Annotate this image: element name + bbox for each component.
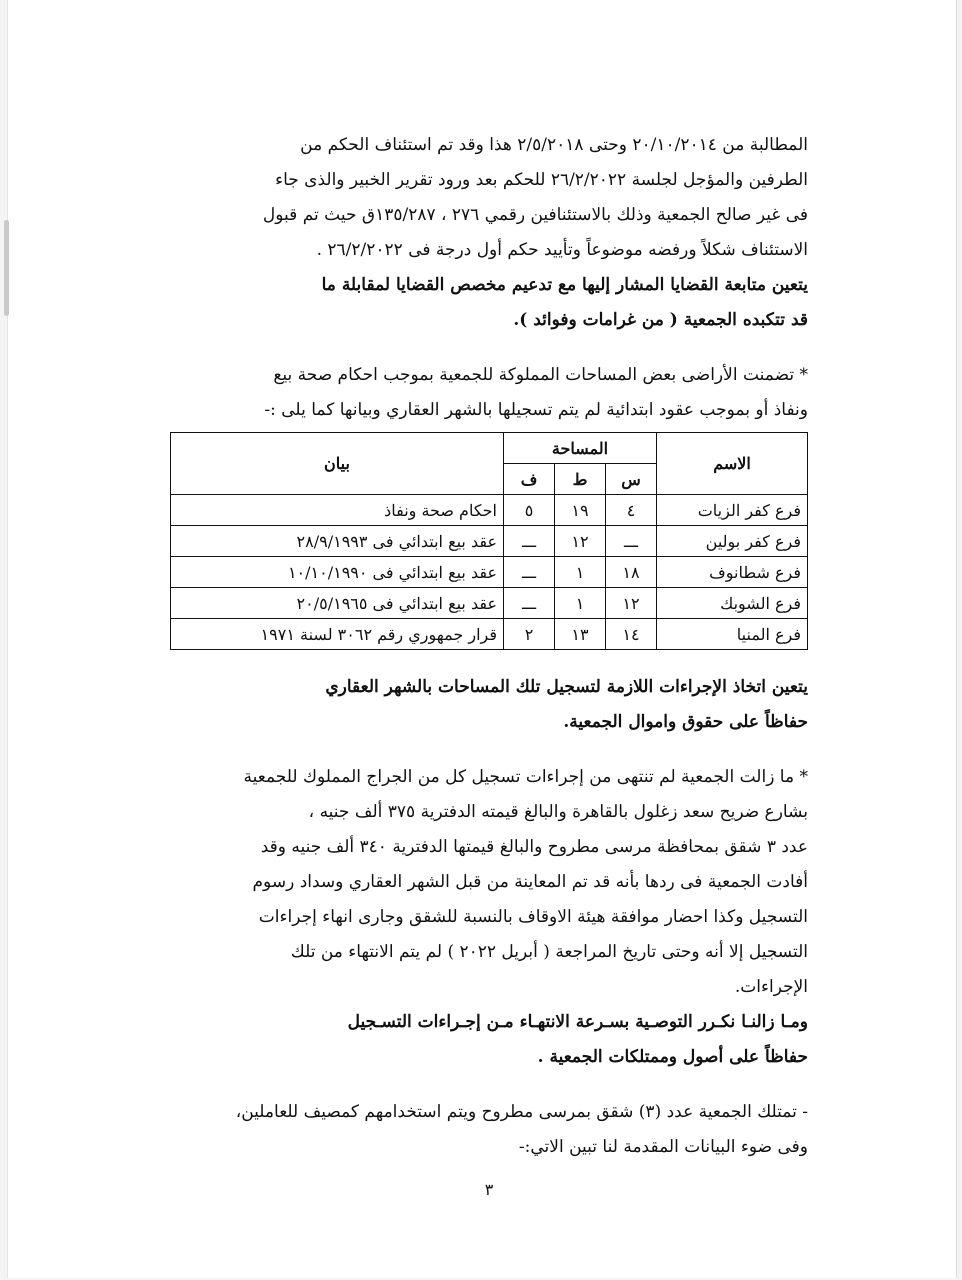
cell-sahm: ١٨: [606, 557, 657, 588]
cell-sahm: ـــ: [606, 526, 657, 557]
land-areas-table: [170, 432, 808, 650]
table-row: [171, 526, 808, 557]
cell-qirat: ١٢: [555, 526, 606, 557]
recommendation-line: حفاظاً على حقوق واموال الجمعية.: [563, 712, 808, 732]
cell-description: عقد بيع ابتدائي فى ٢٨/٩/١٩٩٣: [171, 526, 504, 557]
header-feddan: ف: [504, 464, 555, 495]
header-qirat: ط: [555, 464, 606, 495]
cell-name: فرع المنيا: [657, 619, 808, 650]
cell-feddan: ـــ: [504, 526, 555, 557]
cell-name: فرع كفر بولين: [657, 526, 808, 557]
cell-feddan: ٥: [504, 495, 555, 526]
text-line: أفادت الجمعية فى ردها بأنه قد تم المعاينة من قبل الشهر العقاري وسداد رسوم: [252, 872, 808, 892]
recommendation-line: حفاظاً على أصول وممتلكات الجمعية .: [537, 1047, 808, 1067]
text-line: الإجراءات.: [734, 977, 808, 997]
cell-feddan: ـــ: [504, 588, 555, 619]
recommendation-line: يتعين متابعة القضايا المشار إليها مع تدعيم مخصص القضايا لمقابلة ما: [321, 275, 808, 295]
cell-sahm: ١٤: [606, 619, 657, 650]
text-line: بشارع ضريح سعد زغلول بالقاهرة والبالغ قيمته الدفترية ٣٧٥ ألف جنيه ،: [308, 802, 808, 822]
cell-description: عقد بيع ابتدائي فى ١٠/١٠/١٩٩٠: [171, 557, 504, 588]
cell-name: فرع كفر الزيات: [657, 495, 808, 526]
cell-name: فرع الشوبك: [657, 588, 808, 619]
page-content: [168, 128, 808, 1165]
cell-description: قرار جمهوري رقم ٣٠٦٢ لسنة ١٩٧١: [171, 619, 504, 650]
text-line: * ما زالت الجمعية لم تنتهى من إجراءات تسجيل كل من الجراج المملوك للجمعية: [243, 767, 808, 787]
text-line: - تمتلك الجمعية عدد (٣) شقق بمرسى مطروح ويتم استخدامهم كمصيف للعاملين،: [235, 1102, 808, 1122]
recommendation-line: يتعين اتخاذ الإجراءات اللازمة لتسجيل تلك المساحات بالشهر العقاري: [325, 677, 808, 697]
text-line: فى غير صالح الجمعية وذلك بالاستئنافين رقمي ٢٧٦ ، ١٣٥/٢٨٧ق حيث تم قبول: [262, 205, 808, 225]
text-line: الطرفين والمؤجل لجلسة ٢٦/٢/٢٠٢٢ للحكم بعد ورود تقرير الخبير والذى جاء: [275, 170, 808, 190]
header-description: بيان: [171, 433, 504, 495]
table-row: [171, 495, 808, 526]
header-sahm: س: [606, 464, 657, 495]
recommendation-line: قد تتكبده الجمعية ( من غرامات وفوائد ).: [513, 310, 808, 330]
text-line: التسجيل وكذا احضار موافقة هيئة الاوقاف بالنسبة للشقق وجارى انهاء إجراءات: [258, 907, 808, 927]
cell-qirat: ١٩: [555, 495, 606, 526]
table-row: [171, 619, 808, 650]
table-header-row: [171, 433, 808, 464]
text-line: عدد ٣ شقق بمحافظة مرسى مطروح والبالغ قيمتها الدفترية ٣٤٠ ألف جنيه وقد: [260, 837, 808, 857]
scrollbar-thumb[interactable]: [4, 220, 9, 316]
cell-qirat: ١: [555, 588, 606, 619]
document-page: [7, 0, 957, 1278]
cell-sahm: ٤: [606, 495, 657, 526]
cell-feddan: ـــ: [504, 557, 555, 588]
cell-qirat: ١٣: [555, 619, 606, 650]
text-line: التسجيل إلا أنه وحتى تاريخ المراجعة ( أبريل ٢٠٢٢ ) لم يتم الانتهاء من تلك: [290, 942, 808, 962]
page-number: ٣: [484, 1180, 494, 1199]
header-name: الاسم: [657, 433, 808, 495]
cell-name: فرع شطانوف: [657, 557, 808, 588]
cell-description: عقد بيع ابتدائي فى ٢٠/٥/١٩٦٥: [171, 588, 504, 619]
cell-sahm: ١٢: [606, 588, 657, 619]
text-line: الاستئناف شكلاً ورفضه موضوعاً وتأييد حكم أول درجة فى ٢٦/٢/٢٠٢٢ .: [316, 240, 808, 260]
table-row: [171, 557, 808, 588]
text-line: المطالبة من ٢٠/١٠/٢٠١٤ وحتى ٢/٥/٢٠١٨ هذا وقد تم استئناف الحكم من: [300, 135, 808, 155]
text-line: * تضمنت الأراضى بعض المساحات المملوكة للجمعية بموجب احكام صحة بيع: [273, 365, 808, 385]
header-area: المساحة: [504, 433, 657, 464]
recommendation-line: ومـا زالنـا نكـرر التوصـية بسـرعة الانتهـاء مـن إجـراءات التسـجيل: [347, 1012, 808, 1032]
text-line: ونفاذ أو بموجب عقود ابتدائية لم يتم تسجيلها بالشهر العقاري وبيانها كما يلى :-: [264, 400, 808, 420]
table-row: [171, 588, 808, 619]
cell-description: احكام صحة ونفاذ: [171, 495, 504, 526]
text-line: وفى ضوء البيانات المقدمة لنا تبين الاتي:-: [518, 1137, 808, 1157]
cell-qirat: ١: [555, 557, 606, 588]
cell-feddan: ٢: [504, 619, 555, 650]
